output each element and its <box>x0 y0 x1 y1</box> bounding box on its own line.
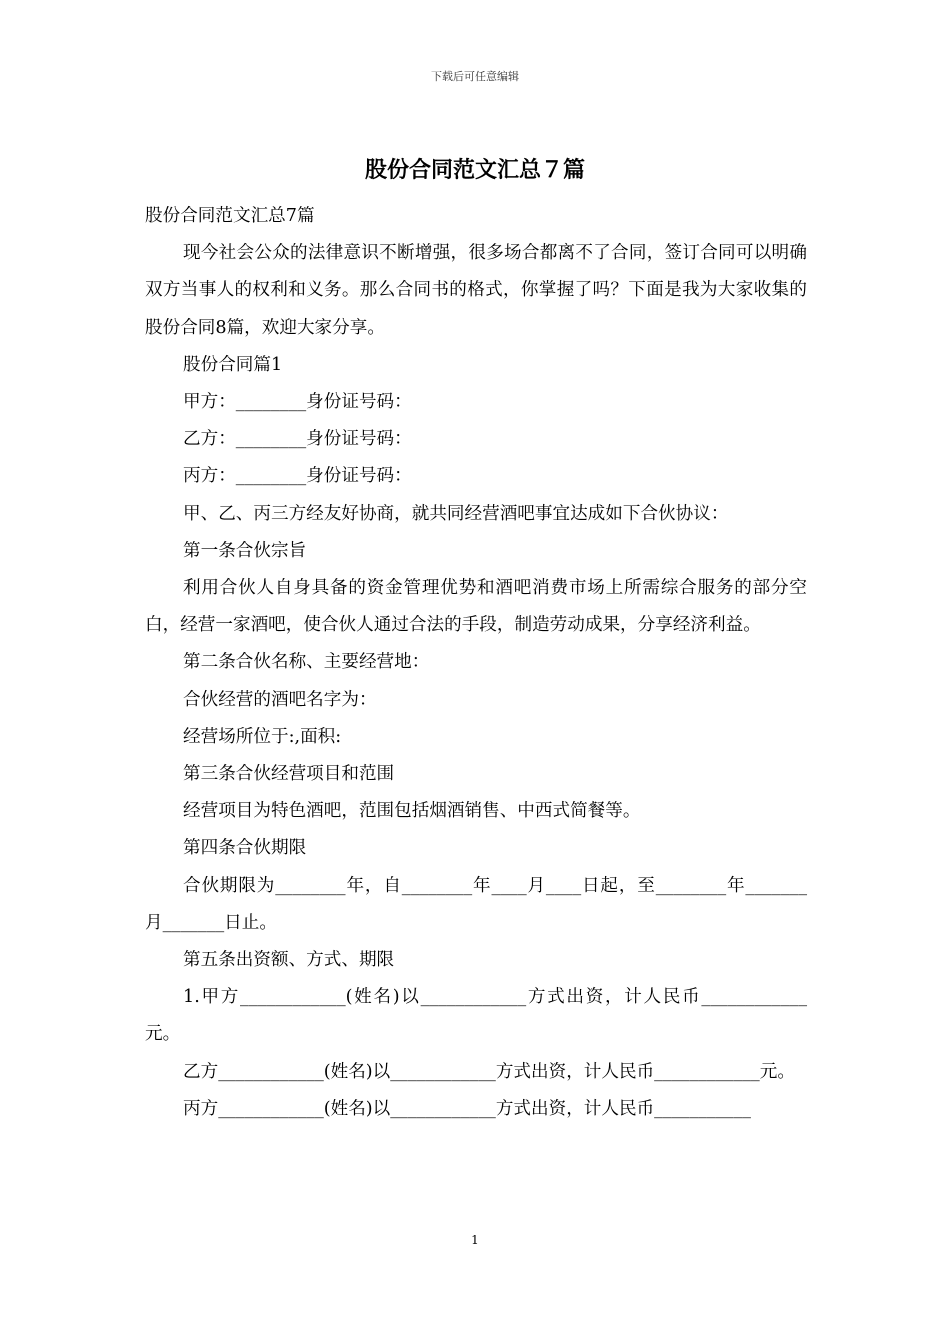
document-paragraph: 第三条合伙经营项目和范围 <box>183 764 395 785</box>
document-paragraph: 经营项目为特色酒吧，范围包括烟酒销售、中西式简餐等。 <box>183 801 641 822</box>
page-number: 1 <box>471 1233 479 1247</box>
document-paragraph: 乙方：________身份证号码： <box>183 429 412 450</box>
document-paragraph: 合伙期限为________年，自________年____月____日起，至________年_______月_______日止。 <box>145 875 807 933</box>
document-paragraph: 股份合同篇1 <box>183 354 283 375</box>
document-paragraph: 乙方____________(姓名)以____________方式出资，计人民币____________元。 <box>183 1061 795 1082</box>
document-paragraph: 甲方：________身份证号码： <box>183 392 412 413</box>
document-paragraph: 现今社会公众的法律意识不断增强，很多场合都离不了合同，签订合同可以明确双方当事人的权利和义务。那么合同书的格式，你掌握了吗？下面是我为大家收集的股份合同8篇，欢迎大家分享。 <box>145 243 807 338</box>
document-paragraph: 第四条合伙期限 <box>183 838 307 859</box>
document-paragraph: 股份合同范文汇总7篇 <box>145 206 315 226</box>
document-paragraph: 丙方____________(姓名)以____________方式出资，计人民币___________ <box>183 1098 751 1119</box>
document-paragraph: 合伙经营的酒吧名字为： <box>183 689 377 710</box>
document-paragraph: 甲、乙、丙三方经友好协商，就共同经营酒吧事宜达成如下合伙协议： <box>183 503 729 524</box>
document-paragraph: 第二条合伙名称、主要经营地： <box>183 652 430 673</box>
page-header-note: 下载后可任意编辑 <box>431 70 519 83</box>
document-title: 股份合同范文汇总７篇 <box>364 158 585 183</box>
document-paragraph: 第一条合伙宗旨 <box>183 540 307 561</box>
document-paragraph: 利用合伙人自身具备的资金管理优势和酒吧消费市场上所需综合服务的部分空白，经营一家酒吧，使合伙人通过合法的手段，制造劳动成果，分享经济利益。 <box>145 578 807 636</box>
document-paragraph: 丙方：________身份证号码： <box>183 466 412 487</box>
document-body <box>145 198 807 1128</box>
document-paragraph: 经营场所位于:,面积: <box>183 726 342 747</box>
document-paragraph: 第五条出资额、方式、期限 <box>183 950 395 971</box>
document-paragraph: 1.甲方____________(姓名)以____________方式出资，计人民币____________元。 <box>145 987 807 1045</box>
